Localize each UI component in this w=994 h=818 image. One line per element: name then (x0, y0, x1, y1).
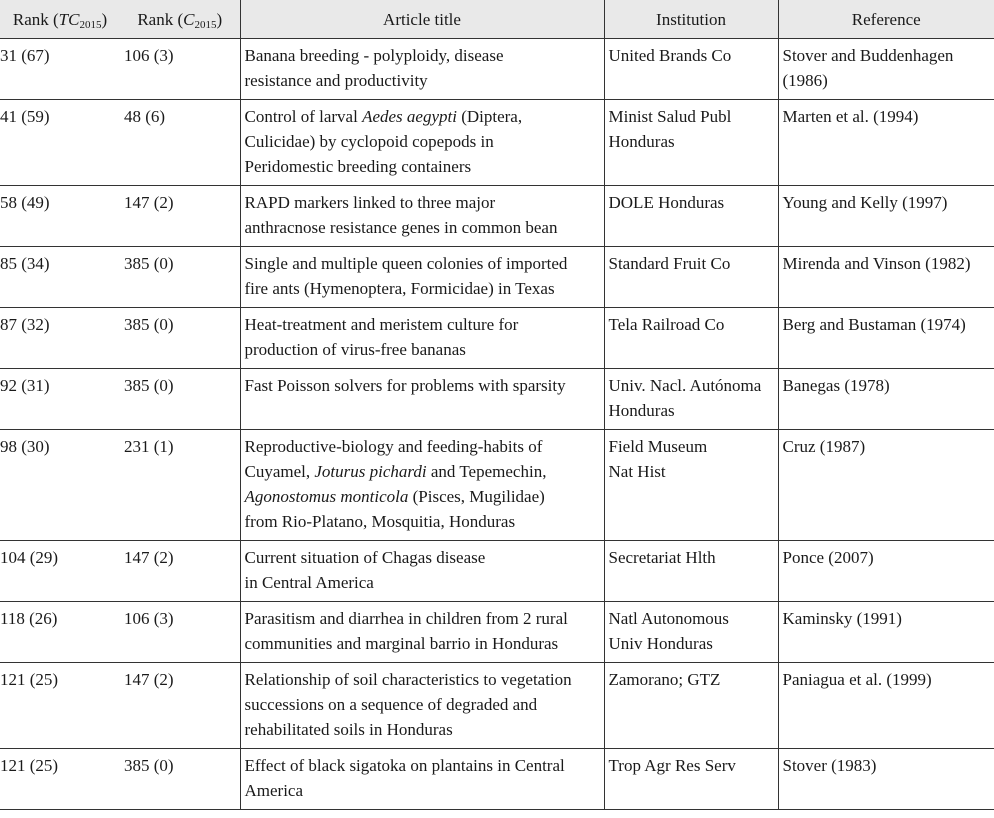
cell-rank-tc: 98 (30) (0, 430, 120, 541)
cell-rank-c: 147 (2) (120, 541, 240, 602)
table-row (0, 39, 994, 100)
header-article-title: Article title (240, 0, 604, 39)
cell-rank-tc: 87 (32) (0, 308, 120, 369)
title-text: Current situation of Chagas disease (244, 548, 486, 567)
title-line (245, 717, 600, 742)
reference-line: Mirenda and Vinson (1982) (782, 254, 971, 273)
cell-institution (604, 247, 778, 308)
title-line (245, 190, 600, 215)
cell-rank-c: 147 (2) (120, 186, 240, 247)
title-text: Relationship of soil characteristics to vegetation (244, 670, 572, 689)
cell-rank-tc: 41 (59) (0, 100, 120, 186)
cell-rank-c: 147 (2) (120, 663, 240, 749)
institution-line: Secretariat Hlth (608, 548, 716, 567)
title-text: Fast Poisson solvers for problems with sparsity (244, 376, 566, 395)
title-line (245, 373, 600, 398)
cell-rank-c: 231 (1) (120, 430, 240, 541)
title-line (245, 337, 600, 362)
title-line (245, 606, 600, 631)
title-line (245, 43, 600, 68)
cell-article-title (240, 430, 604, 541)
cell-rank-tc: 92 (31) (0, 369, 120, 430)
title-line (245, 484, 600, 509)
title-text: Culicidae) by cyclopoid copepods in (244, 132, 494, 151)
cell-rank-tc: 104 (29) (0, 541, 120, 602)
table-row (0, 541, 994, 602)
title-text: America (244, 781, 304, 800)
table-header-row (0, 0, 994, 39)
cell-rank-tc: 58 (49) (0, 186, 120, 247)
reference-line: Marten et al. (1994) (782, 107, 919, 126)
title-text: Effect of black sigatoka on plantains in Central (244, 756, 565, 775)
cell-institution (604, 541, 778, 602)
cell-rank-c: 385 (0) (120, 369, 240, 430)
title-text: Reproductive-biology and feeding-habits of (244, 437, 543, 456)
title-line (245, 251, 600, 276)
species-name: Joturus pichardi (314, 462, 427, 481)
title-line (245, 215, 600, 240)
reference-line: Stover and Buddenhagen (782, 46, 954, 65)
cell-rank-tc: 121 (25) (0, 749, 120, 810)
title-line (245, 692, 600, 717)
title-line (245, 68, 600, 93)
institution-line: Nat Hist (608, 462, 666, 481)
table-row (0, 430, 994, 541)
cell-rank-c: 385 (0) (120, 308, 240, 369)
title-line (245, 154, 600, 179)
title-line (245, 459, 600, 484)
cell-rank-c: 385 (0) (120, 247, 240, 308)
title-line (245, 104, 600, 129)
title-text: and Tepemechin, (426, 462, 547, 481)
header-institution: Institution (604, 0, 778, 39)
table-row (0, 663, 994, 749)
reference-line: Kaminsky (1991) (782, 609, 902, 628)
title-text: Cuyamel, (244, 462, 315, 481)
reference-line: Berg and Bustaman (1974) (782, 315, 966, 334)
cell-institution (604, 39, 778, 100)
cell-institution (604, 749, 778, 810)
cell-institution (604, 602, 778, 663)
cell-reference (778, 663, 994, 749)
header-reference: Reference (778, 0, 994, 39)
cell-institution (604, 308, 778, 369)
cell-reference (778, 749, 994, 810)
title-text: from Rio-Platano, Mosquitia, Honduras (244, 512, 516, 531)
institution-line: Standard Fruit Co (608, 254, 731, 273)
institution-line: Univ Honduras (608, 634, 713, 653)
cell-reference (778, 369, 994, 430)
table-row (0, 369, 994, 430)
cell-rank-tc: 118 (26) (0, 602, 120, 663)
reference-line: Young and Kelly (1997) (782, 193, 948, 212)
title-text: Banana breeding - polyploidy, disease (244, 46, 504, 65)
cell-reference (778, 430, 994, 541)
cell-article-title (240, 602, 604, 663)
title-line (245, 753, 600, 778)
cell-rank-c: 106 (3) (120, 39, 240, 100)
title-text: RAPD markers linked to three major (244, 193, 496, 212)
title-text: Heat-treatment and meristem culture for (244, 315, 519, 334)
title-line (245, 434, 600, 459)
species-name: Aedes aegypti (362, 107, 457, 126)
table-body (0, 39, 994, 810)
cell-reference (778, 541, 994, 602)
title-line (245, 631, 600, 656)
institution-line: Zamorano; GTZ (608, 670, 721, 689)
cell-article-title (240, 39, 604, 100)
title-text: resistance and productivity (244, 71, 428, 90)
cell-rank-tc: 31 (67) (0, 39, 120, 100)
title-line (245, 129, 600, 154)
institution-line: Field Museum (608, 437, 708, 456)
title-text: (Pisces, Mugilidae) (408, 487, 545, 506)
table-row (0, 247, 994, 308)
title-text: production of virus-free bananas (244, 340, 466, 359)
title-text: Control of larval (244, 107, 363, 126)
cell-institution (604, 663, 778, 749)
cell-rank-c: 48 (6) (120, 100, 240, 186)
cell-institution (604, 100, 778, 186)
title-text: in Central America (244, 573, 374, 592)
institution-line: Honduras (608, 401, 675, 420)
cell-article-title (240, 100, 604, 186)
title-text: (Diptera, (456, 107, 523, 126)
institution-line: Minist Salud Publ (608, 107, 732, 126)
reference-line: Banegas (1978) (782, 376, 890, 395)
title-line (245, 667, 600, 692)
title-text: successions on a sequence of degraded and (244, 695, 538, 714)
title-line (245, 545, 600, 570)
table-row (0, 100, 994, 186)
cell-rank-tc: 121 (25) (0, 663, 120, 749)
institution-line: DOLE Honduras (608, 193, 725, 212)
reference-line: Cruz (1987) (782, 437, 866, 456)
title-text: communities and marginal barrio in Honduras (244, 634, 559, 653)
title-line (245, 276, 600, 301)
reference-line: Ponce (2007) (782, 548, 874, 567)
institution-line: United Brands Co (608, 46, 732, 65)
cell-article-title (240, 663, 604, 749)
cell-article-title (240, 186, 604, 247)
institution-line: Natl Autonomous (608, 609, 729, 628)
reference-line: Stover (1983) (782, 756, 877, 775)
table-row (0, 602, 994, 663)
cell-article-title (240, 308, 604, 369)
title-text: Single and multiple queen colonies of imported (244, 254, 568, 273)
title-text: anthracnose resistance genes in common bean (244, 218, 558, 237)
cell-rank-c: 106 (3) (120, 602, 240, 663)
header-rank-c: Rank $(C_{2015})$ (120, 0, 240, 39)
cell-reference (778, 100, 994, 186)
cell-rank-tc: 85 (34) (0, 247, 120, 308)
institution-line: Trop Agr Res Serv (608, 756, 736, 775)
cell-institution (604, 430, 778, 541)
institution-line: Univ. Nacl. Autónoma (608, 376, 762, 395)
cell-rank-c: 385 (0) (120, 749, 240, 810)
cell-article-title (240, 247, 604, 308)
cell-article-title (240, 541, 604, 602)
title-line (245, 312, 600, 337)
table-row (0, 749, 994, 810)
title-line (245, 570, 600, 595)
title-text: rehabilitated soils in Honduras (244, 720, 453, 739)
table-row (0, 308, 994, 369)
reference-line: (1986) (782, 71, 828, 90)
cell-reference (778, 308, 994, 369)
cell-reference (778, 247, 994, 308)
title-text: Peridomestic breeding containers (244, 157, 472, 176)
cell-article-title (240, 749, 604, 810)
cell-article-title (240, 369, 604, 430)
header-rank-tc: Rank $(TC_{2015})$ (0, 0, 120, 39)
title-line (245, 509, 600, 534)
institution-line: Honduras (608, 132, 675, 151)
title-line (245, 778, 600, 803)
cell-reference (778, 186, 994, 247)
cell-institution (604, 369, 778, 430)
table-row (0, 186, 994, 247)
cell-reference (778, 39, 994, 100)
title-text: fire ants (Hymenoptera, Formicidae) in Texas (244, 279, 555, 298)
cell-reference (778, 602, 994, 663)
cell-institution (604, 186, 778, 247)
species-name: Agonostomus monticola (244, 487, 409, 506)
institution-line: Tela Railroad Co (608, 315, 725, 334)
reference-line: Paniagua et al. (1999) (782, 670, 932, 689)
title-text: Parasitism and diarrhea in children from 2 rural (244, 609, 568, 628)
